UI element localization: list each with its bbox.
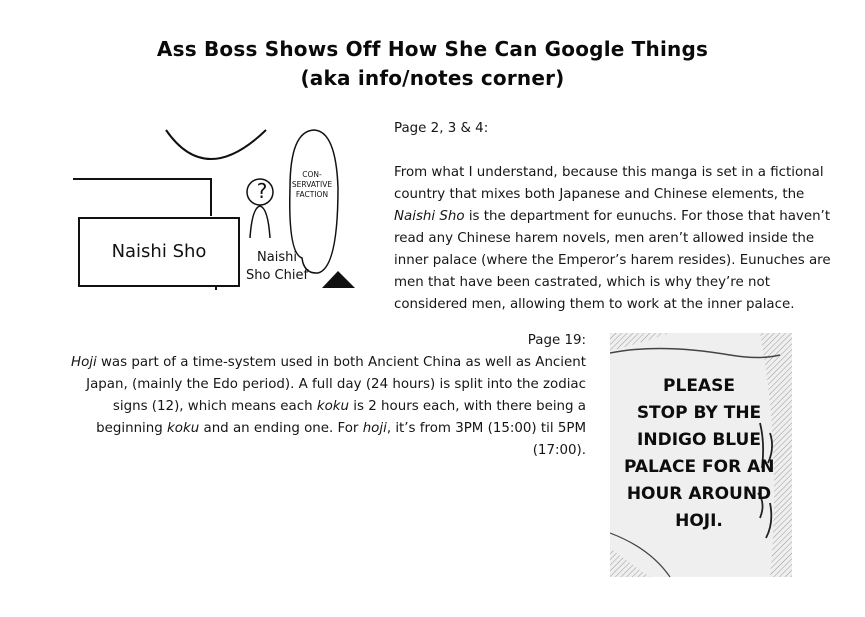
diagram-drawing [66, 128, 366, 293]
note-text: was part of a time-system used in both Ancient China as well as Ancient Japan, (mainly the Edo period). A full day (24 hours) is split into the zodiac signs (12), which means each [86, 355, 586, 414]
manga-line-3: INDIGO BLUE [637, 430, 761, 450]
manga-excerpt [610, 333, 792, 577]
chief-label-line1: Naishi [257, 250, 297, 265]
note-heading: Page 19: [527, 333, 586, 348]
note-page-19 [66, 330, 586, 462]
term-naishi-sho: Naishi Sho [394, 209, 465, 224]
manga-line-6: HOJI. [675, 511, 723, 531]
manga-line-4: PALACE FOR AN [624, 457, 775, 477]
note-heading: Page 2, 3 & 4: [394, 121, 489, 136]
note-text: is the department for eunuchs. For those that haven’t read any Chinese harem novels, men aren’t allowed inside the inner palace (where the Emperor’s harem resides). Eunuches are men that have been castrated, which is why they’re not considered men, allowing them to work at the inner palace. [394, 209, 831, 312]
chief-label-line2: Sho Chief [245, 268, 309, 283]
bubble-line1: CON- [302, 170, 322, 179]
manga-line-2: STOP BY THE [636, 403, 762, 423]
note-text: From what I understand, because this manga is set in a fictional country that mixes both Japanese and Chinese elements, the [394, 165, 824, 202]
note-text: is 2 hours each, with there being a beginning [96, 399, 586, 436]
bubble-line2: SERVATIVE [291, 180, 333, 189]
diagram-panel [66, 128, 366, 293]
term-koku: koku [167, 421, 200, 436]
manga-line-1: PLEASE [663, 376, 735, 396]
page-title: Ass Boss Shows Off How She Can Google Things [156, 37, 709, 61]
naishi-sho-label: Naishi Sho [111, 241, 207, 262]
note-text: , it’s from 3PM (15:00) til 5PM (17:00). [386, 421, 586, 458]
speech-bubble-text [281, 170, 343, 200]
chief-label [238, 249, 316, 285]
note-pages-2-4 [394, 118, 844, 316]
term-hoji: Hoji [71, 355, 97, 370]
question-mark: ? [256, 179, 268, 203]
note-text: and an ending one. For [199, 421, 363, 436]
note-body [394, 162, 844, 316]
term-hoji: hoji [362, 421, 387, 436]
manga-speech-text [624, 373, 774, 535]
bubble-line3: FACTION [295, 190, 329, 199]
page-subtitle: (aka info/notes corner) [300, 66, 565, 90]
manga-line-5: HOUR AROUND [626, 484, 772, 504]
term-koku: koku [316, 399, 350, 414]
note-body [66, 352, 586, 462]
